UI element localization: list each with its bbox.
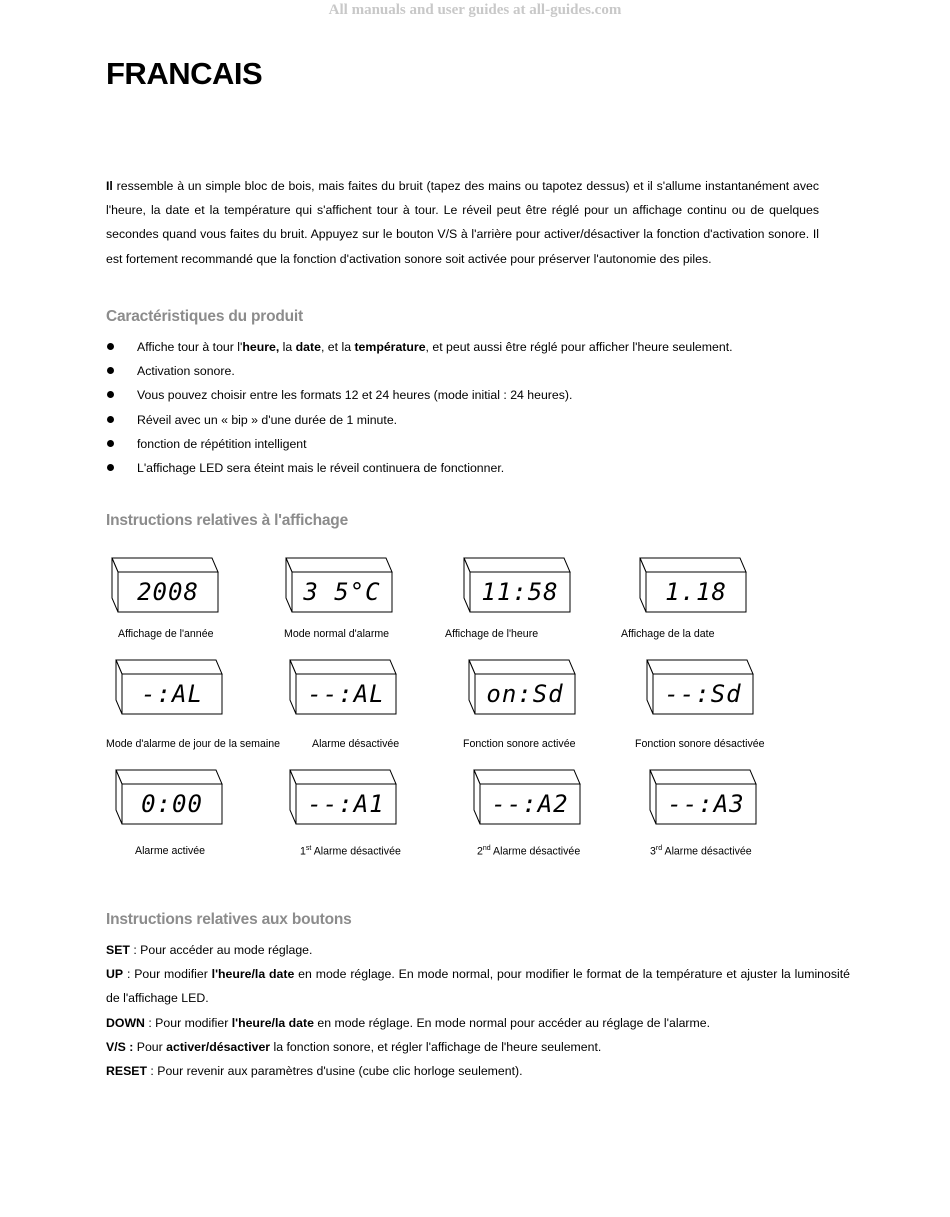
down-instruction: [106, 1011, 850, 1035]
clock-cube-icon: [465, 658, 581, 718]
lcd-text: 0:00: [141, 790, 203, 818]
clock-cube-icon: [646, 768, 762, 828]
list-item: [106, 359, 733, 383]
list-item: [106, 456, 733, 480]
instruction-text: : Pour accéder au mode réglage.: [129, 943, 313, 957]
instruction-text: Pour: [133, 1039, 167, 1054]
feature-text: Vous pouvez choisir entre les formats 12 et 24 heures (mode initial : 24 heures).: [137, 388, 573, 403]
list-item: [106, 432, 733, 456]
display-caption: Affichage de l'heure: [445, 628, 539, 640]
lcd-text: --:A3: [667, 790, 745, 818]
ordinal-number: 1: [300, 845, 306, 858]
clock-cube-icon: [470, 768, 586, 828]
list-item: [106, 335, 733, 359]
clock-cube-icon: [282, 556, 398, 616]
set-key: SET: [106, 943, 130, 957]
page-title: FRANCAIS: [106, 56, 263, 91]
features-heading: Caractéristiques du produit: [106, 308, 303, 325]
clock-cube-icon: [460, 556, 576, 616]
clock-cube-icon: [286, 658, 402, 718]
display-caption: Alarme désactivée: [312, 738, 400, 750]
lcd-display-alarm3-off: [646, 768, 796, 828]
ordinal-suffix: rd: [655, 845, 663, 852]
feature-bold: température: [354, 340, 426, 354]
bullet-icon: [107, 416, 114, 423]
lcd-text: --:A2: [491, 790, 569, 818]
lcd-display-year: [108, 556, 258, 616]
caption-text: Alarme désactivée: [490, 845, 581, 858]
ordinal-number: 3: [650, 845, 656, 858]
display-caption: Affichage de la date: [621, 628, 715, 640]
clock-cube-icon: [112, 768, 228, 828]
feature-text: , et la: [320, 340, 355, 354]
lcd-text: --:A1: [307, 790, 385, 818]
lcd-display-alarm-off: [286, 658, 436, 718]
lcd-text: 1.18: [665, 578, 727, 606]
clock-cube-icon: [643, 658, 759, 718]
ordinal-suffix: nd: [482, 845, 491, 852]
lcd-display-alarm-on: [112, 768, 262, 828]
feature-text: Affiche tour à tour l': [137, 340, 243, 354]
instruction-text: : Pour modifier: [144, 1015, 232, 1030]
instruction-text: en mode réglage. En mode normal, pour modifier le format de la température et ajuster la luminosité de l'affichage LED.: [106, 967, 850, 1006]
feature-bold: date: [295, 340, 321, 354]
lcd-text: -:AL: [141, 680, 203, 708]
display-heading: Instructions relatives à l'affichage: [106, 512, 348, 529]
up-key: UP: [106, 967, 124, 982]
lcd-text: --:Sd: [664, 680, 742, 708]
ordinal-suffix: st: [305, 845, 312, 852]
ordinal-number: 2: [477, 845, 483, 858]
instruction-text: la fonction sonore, et régler l'affichage de l'heure seulement.: [270, 1039, 602, 1054]
clock-cube-icon: [108, 556, 224, 616]
set-instruction: [106, 938, 850, 962]
clock-cube-icon: [636, 556, 752, 616]
features-list: [106, 335, 733, 480]
vs-instruction: [106, 1035, 850, 1059]
lcd-text: on:Sd: [486, 680, 564, 708]
bullet-icon: [107, 464, 114, 471]
lcd-display-date: [636, 556, 786, 616]
instruction-bold: l'heure/la date: [211, 967, 295, 982]
lcd-text: 3 5°C: [303, 578, 381, 606]
display-caption: [300, 845, 401, 858]
display-caption: Mode d'alarme de jour de la semaine: [106, 738, 280, 750]
lcd-text: 2008: [137, 578, 199, 606]
intro-lead: Il: [106, 179, 113, 193]
feature-text: fonction de répétition intelligent: [137, 436, 307, 451]
display-caption: Mode normal d'alarme: [284, 628, 390, 640]
caption-text: Alarme désactivée: [311, 845, 401, 858]
lcd-display-sound-on: [465, 658, 615, 718]
display-caption: Fonction sonore désactivée: [635, 738, 765, 750]
reset-key: RESET: [106, 1064, 147, 1079]
instruction-bold: activer/désactiver: [166, 1039, 271, 1054]
clock-cube-icon: [286, 768, 402, 828]
bullet-icon: [107, 367, 114, 374]
lcd-display-alarm2-off: [470, 768, 620, 828]
list-item: [106, 408, 733, 432]
instruction-text: : Pour modifier: [123, 967, 212, 982]
reset-instruction: [106, 1059, 850, 1083]
lcd-display-time: [460, 556, 610, 616]
up-instruction: [106, 962, 850, 1010]
instruction-text: : Pour revenir aux paramètres d'usine (cube clic horloge seulement).: [147, 1064, 523, 1079]
display-caption: Affichage de l'année: [118, 628, 214, 640]
display-caption: [650, 845, 752, 858]
instruction-bold: l'heure/la date: [231, 1015, 314, 1030]
intro-text: ressemble à un simple bloc de bois, mais faites du bruit (tapez des mains ou tapotez dessus) et il s'allume instantanément avec l'heure, la date et la température qui s'affichent tour à tour. Le réveil peut être réglé pour un affichage continu ou de quelques secondes quand vous faites du bruit. Appuyez sur le bouton V/S à l'arrière pour activer/désactiver la fonction d'activation sonore. Il est fortement recommandé que la fonction d'activation sonore soit activée pour préserver l'autonomie des piles.: [106, 179, 819, 266]
buttons-heading: Instructions relatives aux boutons: [106, 911, 352, 928]
lcd-display-weekday-alarm: [112, 658, 262, 718]
vs-key: V/S :: [106, 1039, 134, 1054]
lcd-text: 11:58: [481, 578, 559, 606]
feature-text: Réveil avec un « bip » d'une durée de 1 minute.: [137, 412, 398, 427]
lcd-display-alarm-normal: [282, 556, 432, 616]
lcd-display-alarm1-off: [286, 768, 436, 828]
feature-text: Activation sonore.: [137, 364, 235, 379]
bullet-icon: [107, 343, 114, 350]
down-key: DOWN: [106, 1015, 145, 1030]
intro-paragraph: [106, 174, 819, 271]
bullet-icon: [107, 440, 114, 447]
display-caption: [477, 845, 580, 858]
feature-text: L'affichage LED sera éteint mais le réveil continuera de fonctionner.: [137, 460, 505, 475]
lcd-text: --:AL: [307, 680, 385, 708]
display-caption: Fonction sonore activée: [463, 738, 576, 750]
buttons-instructions: [106, 938, 850, 1083]
display-caption: Alarme activée: [135, 845, 206, 857]
list-item: [106, 383, 733, 407]
caption-text: Alarme désactivée: [662, 845, 752, 858]
feature-bold: heure,: [242, 340, 280, 354]
clock-cube-icon: [112, 658, 228, 718]
feature-text: , et peut aussi être réglé pour afficher l'heure seulement.: [425, 340, 733, 354]
watermark: All manuals and user guides at all-guides.com: [328, 2, 622, 18]
feature-text: la: [279, 340, 296, 354]
instruction-text: en mode réglage. En mode normal pour accéder au réglage de l'alarme.: [313, 1015, 711, 1030]
bullet-icon: [107, 391, 114, 398]
lcd-display-sound-off: [643, 658, 793, 718]
